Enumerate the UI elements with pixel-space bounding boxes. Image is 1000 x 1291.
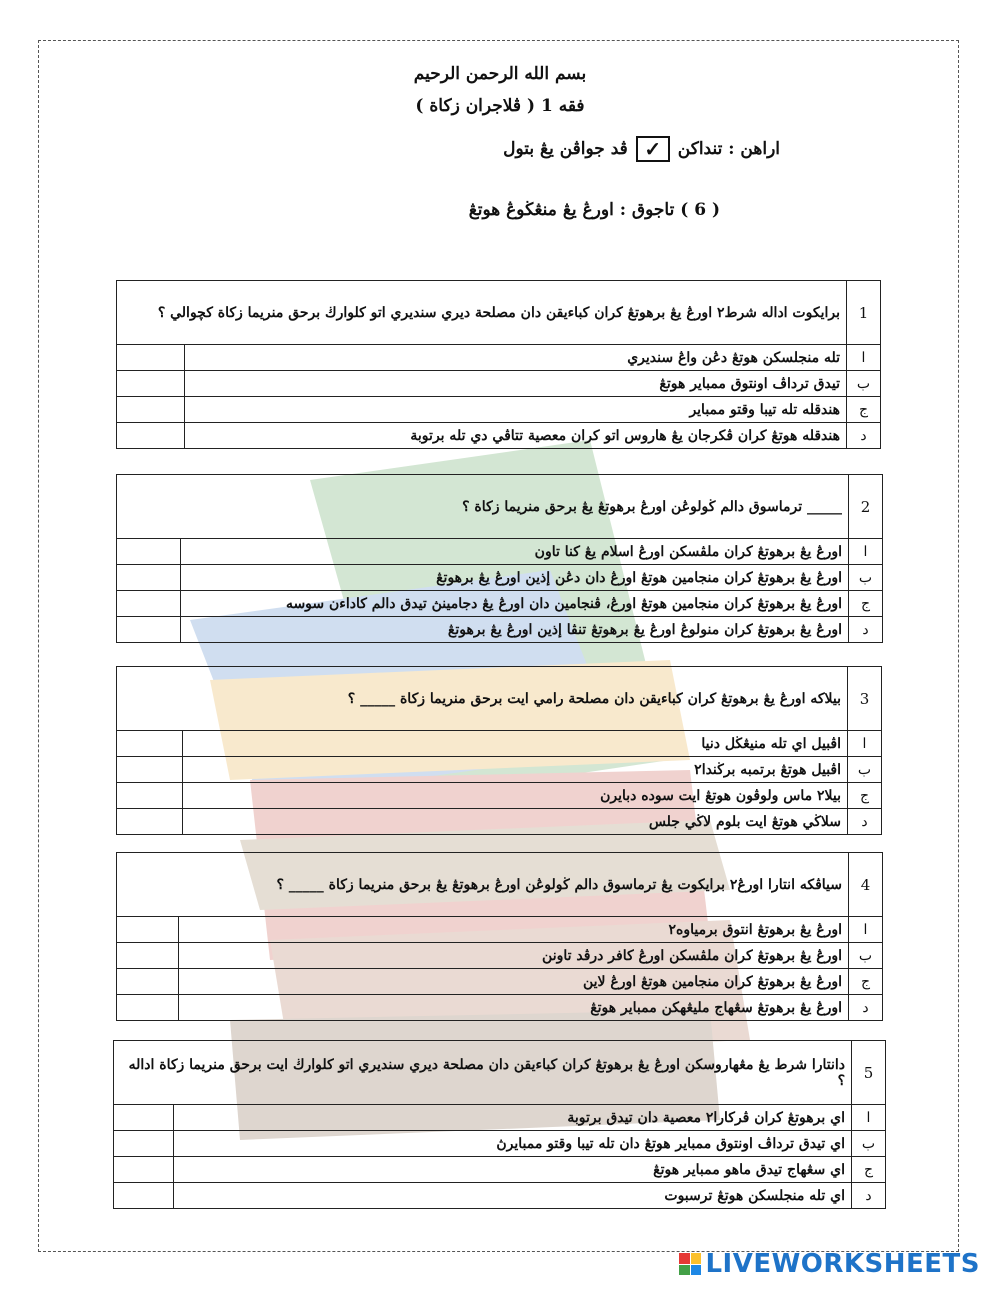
answer-box[interactable] bbox=[117, 617, 181, 643]
answer-box[interactable] bbox=[117, 731, 183, 757]
option-letter: ج bbox=[847, 397, 881, 423]
answer-box[interactable] bbox=[117, 591, 181, 617]
instruction bbox=[440, 136, 780, 162]
option-letter: د bbox=[849, 995, 883, 1021]
question-1 bbox=[116, 280, 881, 449]
answer-box[interactable] bbox=[117, 995, 179, 1021]
answer-box[interactable] bbox=[117, 345, 185, 371]
option-letter: ج bbox=[848, 783, 882, 809]
option-text[interactable]: تيدق ترداڤ اونتوق ممباير هوتڠ bbox=[185, 371, 847, 397]
question-stem: سياڤكه انتارا اورڠ٢ برايكوت يڠ ترماسوق دالم ڬولوڠن اورڠ برهوتڠ يڠ برحق منريما زكاة _____ ؟ bbox=[117, 853, 849, 917]
answer-box[interactable] bbox=[114, 1183, 174, 1209]
option-letter: ب bbox=[849, 943, 883, 969]
question-number: 4 bbox=[849, 853, 883, 917]
option-letter: ا bbox=[847, 345, 881, 371]
option-text[interactable]: اي برهوتڠ كران ڤركارا٢ معصية دان تيدق برتوبة bbox=[174, 1105, 852, 1131]
option-letter: ب bbox=[848, 757, 882, 783]
question-2 bbox=[116, 474, 883, 643]
answer-box[interactable] bbox=[117, 969, 179, 995]
option-text[interactable]: اورڠ يڠ برهوتڠ كران منجامين هوتڠ اورڠ لاين bbox=[179, 969, 849, 995]
question-4 bbox=[116, 852, 883, 1021]
option-text[interactable]: اورڠ يڠ برهوتڠ كران ملڤسكن اورڠ كافر درڤد تاونن bbox=[179, 943, 849, 969]
answer-box[interactable] bbox=[117, 809, 183, 835]
option-text[interactable]: اورڠ يڠ برهوتڠ كران منولوڠ اورڠ يڠ برهوتڠ تنڤا إذين اورڠ يڠ برهوتڠ bbox=[181, 617, 849, 643]
option-text[interactable]: اورڠ يڠ برهوتڠ كران منجامين هوتڠ اورڠ دان دڠن إذين اورڠ يڠ برهوتڠ bbox=[181, 565, 849, 591]
option-letter: ب bbox=[852, 1131, 886, 1157]
answer-box[interactable] bbox=[114, 1131, 174, 1157]
question-number: 1 bbox=[847, 281, 881, 345]
answer-box[interactable] bbox=[117, 917, 179, 943]
option-letter: ب bbox=[847, 371, 881, 397]
option-letter: ا bbox=[849, 539, 883, 565]
basmala: بسم الله الرحمن الرحيم bbox=[413, 64, 587, 84]
brand-name: LIVEWORKSHEETS bbox=[705, 1249, 980, 1279]
option-letter: د bbox=[849, 617, 883, 643]
option-text[interactable]: اورڠ يڠ برهوتڠ كران منجامين هوتڠ اورڠ، ڤنجامين دان اورڠ يڠ دجامينڽ تيدق دالم كاداءن سوسه bbox=[181, 591, 849, 617]
option-letter: ا bbox=[852, 1105, 886, 1131]
question-5 bbox=[113, 1040, 886, 1209]
option-text[interactable]: اڤبيل اي تله منيڠڬل دنيا bbox=[183, 731, 848, 757]
option-letter: ا bbox=[848, 731, 882, 757]
option-text[interactable]: هندقله تله تيبا وقتو ممباير bbox=[185, 397, 847, 423]
option-letter: ج bbox=[849, 969, 883, 995]
question-number: 3 bbox=[848, 667, 882, 731]
option-text[interactable]: اي سڠهاج تيدق ماهو ممباير هوتڠ bbox=[174, 1157, 852, 1183]
instruction-suffix: ڤد جواڤن يڠ بتول bbox=[503, 139, 628, 159]
option-text[interactable]: اورڠ يڠ برهوتڠ سڠهاج مليڠهكن ممباير هوتڠ bbox=[179, 995, 849, 1021]
liveworksheets-brand[interactable] bbox=[679, 1249, 980, 1279]
option-text[interactable]: اي تيدق ترداڤ اونتوق ممباير هوتڠ دان تله تيبا وقتو ممبايرڽ bbox=[174, 1131, 852, 1157]
question-number: 2 bbox=[849, 475, 883, 539]
answer-box[interactable] bbox=[117, 371, 185, 397]
question-stem: _____ ترماسوق دالم ڬولوڠن اورڠ برهوتڠ يڠ برحق منريما زكاة ؟ bbox=[117, 475, 849, 539]
answer-box[interactable] bbox=[117, 757, 183, 783]
option-letter: د bbox=[852, 1183, 886, 1209]
answer-box[interactable] bbox=[117, 943, 179, 969]
option-text[interactable]: اي تله منجلسكن هوتڠ ترسبوت bbox=[174, 1183, 852, 1209]
option-text[interactable]: بيلا٢ ماس ولوڤون هوتڠ ايت سوده دبايرن bbox=[183, 783, 848, 809]
option-letter: د bbox=[847, 423, 881, 449]
liveworksheets-logo-icon bbox=[679, 1253, 701, 1275]
option-letter: ب bbox=[849, 565, 883, 591]
answer-box[interactable] bbox=[117, 397, 185, 423]
option-letter: د bbox=[848, 809, 882, 835]
check-mark-icon: ✓ bbox=[636, 136, 670, 162]
option-text[interactable]: اورڠ يڠ برهوتڠ انتوق برمياوه٢ bbox=[179, 917, 849, 943]
question-stem: برايكوت اداله شرط٢ اورڠ يڠ برهوتڠ كران كباءيقن دان مصلحة ديري سنديري اتو كلوارڬ برحق منريما زكاة كچوالي ؟ bbox=[117, 281, 847, 345]
answer-box[interactable] bbox=[117, 539, 181, 565]
worksheet-title: فقه 1 ( ڤلاجران زكاة ) bbox=[415, 96, 585, 116]
question-number: 5 bbox=[852, 1041, 886, 1105]
answer-box[interactable] bbox=[117, 783, 183, 809]
option-letter: ج bbox=[852, 1157, 886, 1183]
question-stem: بيلاكه اورڠ يڠ برهوتڠ كران كباءيقن دان مصلحة رامي ايت برحق منريما زكاة _____ ؟ bbox=[117, 667, 848, 731]
option-letter: ا bbox=[849, 917, 883, 943]
instruction-prefix: اراهن : تنداكن bbox=[677, 139, 780, 159]
question-3 bbox=[116, 666, 882, 835]
option-text[interactable]: سلاڬي هوتڠ ايت بلوم لاڬي جلس bbox=[183, 809, 848, 835]
question-stem: دانتارا شرط يڠ مڠهاروسكن اورڠ يڠ برهوتڠ كران كباءيقن دان مصلحة ديري سنديري اتو كلوارڬ ايت برحق منريما زكاة اداله ؟ bbox=[114, 1041, 852, 1105]
answer-box[interactable] bbox=[117, 565, 181, 591]
option-text[interactable]: اڤبيل هوتڠ برتمبه برڬندا٢ bbox=[183, 757, 848, 783]
option-text[interactable]: تله منجلسكن هوتڠ دڠن واڠ سنديري bbox=[185, 345, 847, 371]
answer-box[interactable] bbox=[114, 1105, 174, 1131]
option-text[interactable]: اورڠ يڠ برهوتڠ كران ملڤسكن اورڠ اسلام يڠ كنا تاون bbox=[181, 539, 849, 565]
answer-box[interactable] bbox=[117, 423, 185, 449]
answer-box[interactable] bbox=[114, 1157, 174, 1183]
option-text[interactable]: هندقله هوتڠ كران ڤكرجان يڠ هاروس اتو كران معصية تتاڤي دي تله برتوبة bbox=[185, 423, 847, 449]
topic-heading: ( 6 ) تاجوق : اورڠ يڠ منڠڬوڠ هوتڠ bbox=[468, 200, 720, 220]
option-letter: ج bbox=[849, 591, 883, 617]
